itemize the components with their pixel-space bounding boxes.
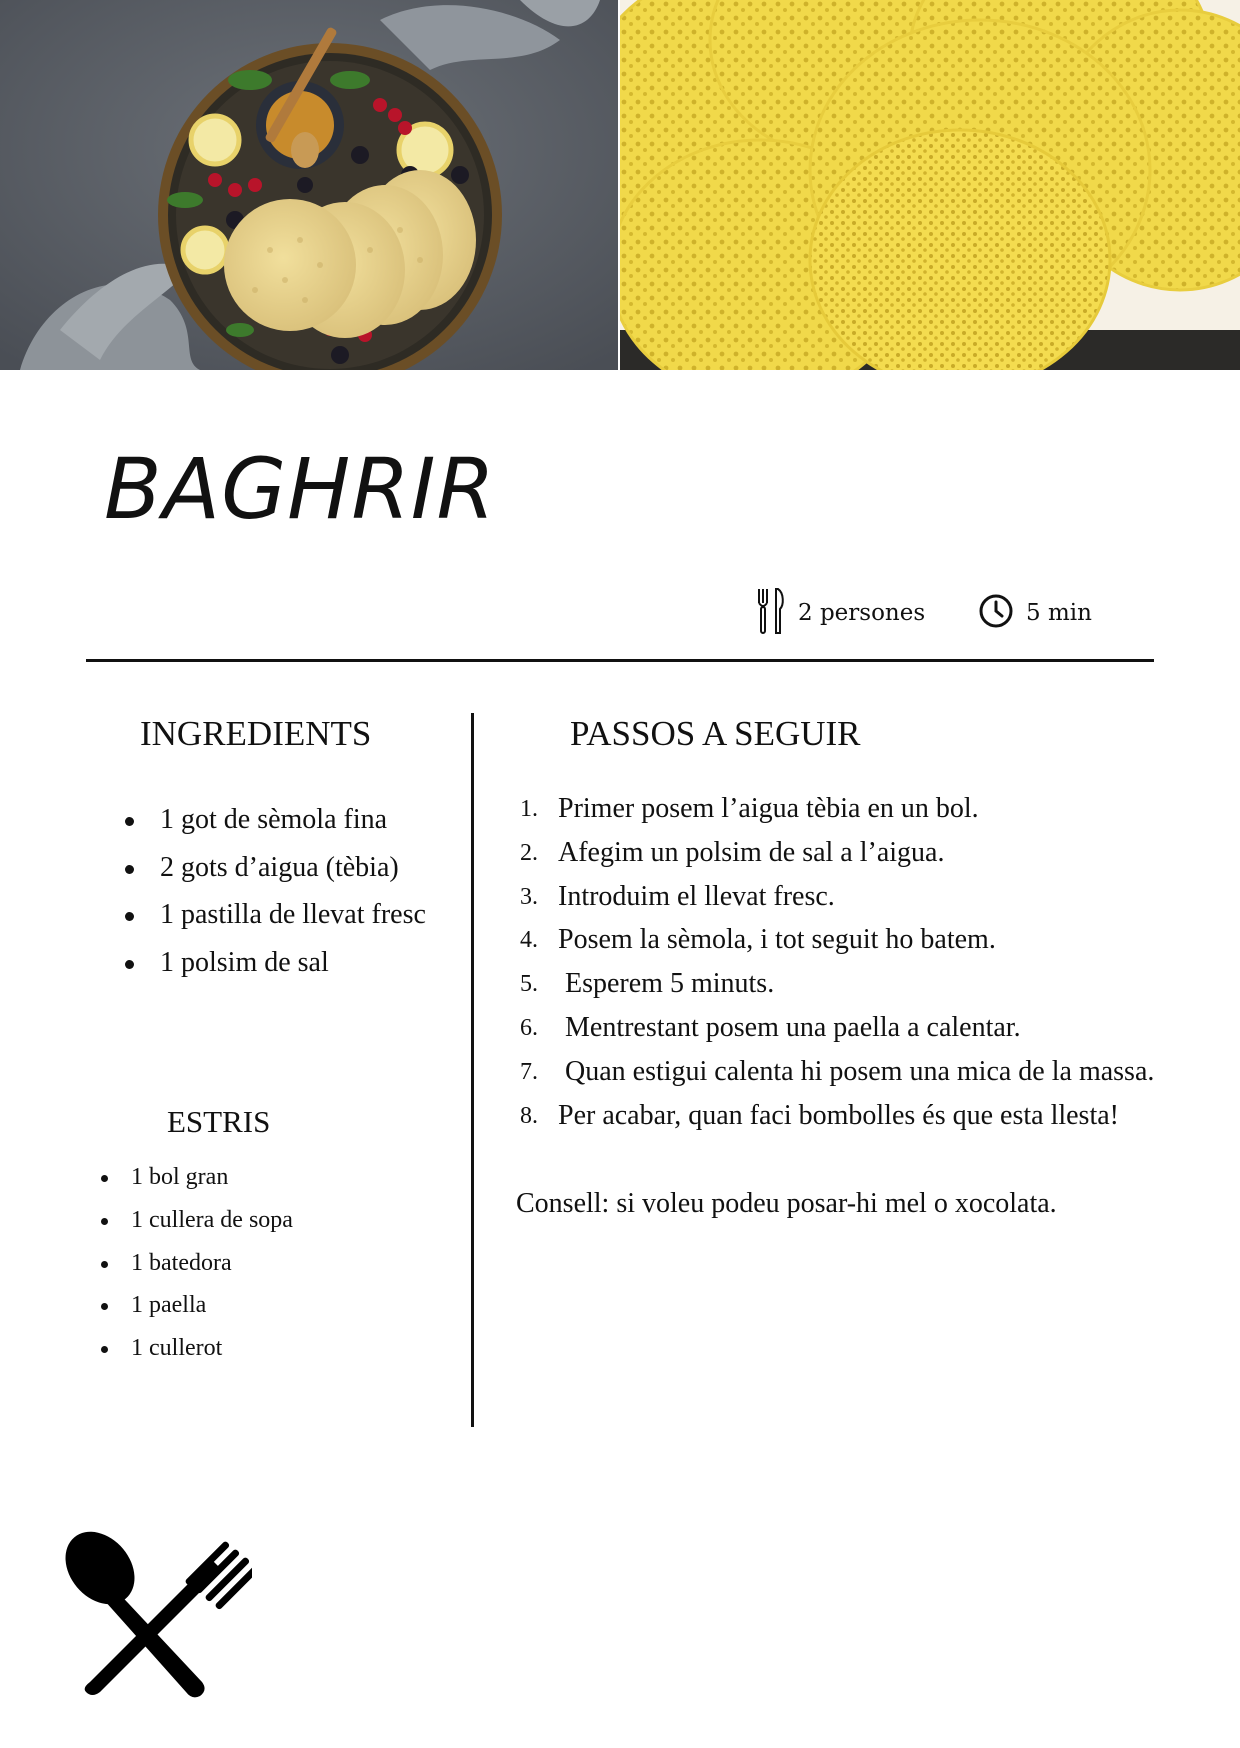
step-item — [520, 833, 1220, 877]
tip-text: Consell: si voleu podeu posar-hi mel o xocolata. — [516, 1188, 1057, 1219]
spoon-fork-icon — [62, 1530, 252, 1700]
ingredients-list — [122, 800, 462, 990]
step-text: Per acabar, quan faci bombolles és que esta llesta! — [558, 1099, 1119, 1131]
step-item — [520, 920, 1220, 964]
header-divider — [86, 659, 1154, 662]
column-divider — [471, 713, 474, 1427]
servings-info — [756, 588, 925, 638]
step-item — [520, 1008, 1220, 1052]
step-number: 1. — [520, 796, 538, 822]
tools-heading: ESTRIS — [167, 1104, 271, 1139]
step-number: 3. — [520, 883, 538, 910]
step-text: Posem la sèmola, i tot seguit ho batem. — [558, 924, 996, 956]
step-number: 4. — [520, 927, 538, 954]
step-text: Introduim el llevat fresc. — [558, 880, 835, 912]
step-number: 6. — [520, 1014, 538, 1041]
tool-item: 1 cullerot — [98, 1333, 438, 1376]
recipe-title: BAGHRIR — [104, 440, 496, 538]
ingredients-heading: INGREDIENTS — [140, 714, 372, 753]
step-text: Mentrestant posem una paella a calentar. — [558, 1011, 1021, 1043]
baghrir-plate-photo — [0, 0, 618, 370]
steps-heading: PASSOS A SEGUIR — [570, 714, 861, 753]
ingredient-item: 1 pastilla de llevat fresc — [122, 895, 462, 943]
cutlery-icon — [756, 587, 786, 639]
step-item — [520, 877, 1220, 921]
tool-item: 1 paella — [98, 1290, 438, 1333]
baghrir-stack-photo — [620, 0, 1240, 370]
step-item — [520, 964, 1220, 1008]
time-text: 5 min — [1026, 600, 1092, 626]
step-number: 2. — [520, 839, 538, 866]
ingredient-item: 1 got de sèmola fina — [122, 800, 462, 848]
step-number: 7. — [520, 1058, 538, 1085]
step-item — [520, 789, 1220, 833]
step-item — [520, 1052, 1220, 1096]
step-text: Quan estigui calenta hi posem una mica de la massa. — [558, 1055, 1155, 1087]
step-text: Afegim un polsim de sal a l’aigua. — [558, 836, 945, 868]
clock-icon — [978, 593, 1014, 633]
tools-list — [98, 1162, 438, 1376]
servings-text: 2 persones — [798, 600, 926, 626]
tool-item: 1 cullera de sopa — [98, 1205, 438, 1248]
step-number: 5. — [520, 971, 538, 998]
tool-item: 1 batedora — [98, 1248, 438, 1291]
steps-list — [520, 789, 1220, 1139]
tool-item: 1 bol gran — [98, 1162, 438, 1205]
ingredient-item: 1 polsim de sal — [122, 943, 462, 991]
step-number: 8. — [520, 1102, 538, 1129]
ingredient-item: 2 gots d’aigua (tèbia) — [122, 848, 462, 896]
time-info — [978, 588, 1092, 638]
step-item — [520, 1096, 1220, 1140]
step-text: Primer posem l’aigua tèbia en un bol. — [558, 793, 979, 824]
header-photos — [0, 0, 1240, 370]
step-text: Esperem 5 minuts. — [558, 968, 775, 1000]
